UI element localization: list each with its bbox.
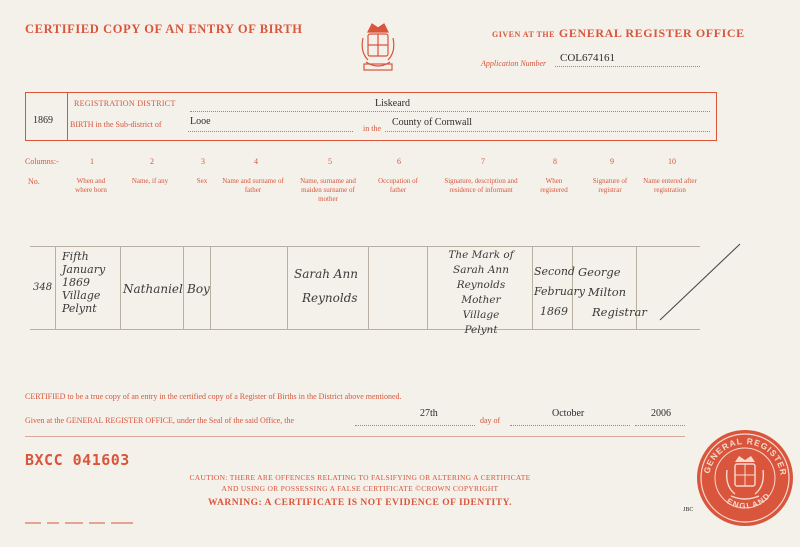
columns-label: Columns:- (25, 157, 59, 166)
col-divider (210, 246, 211, 330)
svg-text:ENGLAND: ENGLAND (725, 490, 773, 511)
entry-informant-line: Village (462, 309, 500, 321)
caution-line-2: AND USING OR POSSESSING A FALSE CERTIFICATE ©CROWN COPYRIGHT (221, 484, 499, 493)
registration-district-label: REGISTRATION DISTRICT (74, 99, 176, 108)
column-number-10: 10 (668, 157, 676, 166)
in-the-label: in the (363, 124, 381, 133)
print-reference (25, 520, 135, 526)
county-value: County of Cornwall (392, 117, 472, 128)
identity-warning: WARNING: A CERTIFICATE IS NOT EVIDENCE OF IDENTITY. (208, 498, 512, 508)
col-divider (532, 246, 533, 330)
county-rule (385, 131, 710, 132)
column-number-2: 2 (150, 157, 154, 166)
column-header-sex: Sex (196, 177, 208, 185)
registration-divider (67, 93, 68, 140)
entry-when-line: Pelynt (62, 302, 97, 315)
entry-registrar-line: Registrar (592, 305, 647, 319)
column-number-3: 3 (201, 157, 205, 166)
entry-sex: Boy (187, 282, 210, 296)
col-divider (55, 246, 56, 330)
entry-registrar-line: George (578, 265, 621, 279)
col-divider (183, 246, 184, 330)
column-number-1: 1 (90, 157, 94, 166)
entry-when-line: 1869 (62, 276, 90, 289)
application-rule (555, 66, 700, 67)
day-of-label: day of (480, 416, 501, 425)
application-label: Application Number (481, 59, 547, 68)
entry-when-line: January (62, 263, 106, 276)
certification-line: CERTIFIED to be a true copy of an entry in the certified copy of a Register of Births in the District above mentioned. (25, 392, 402, 401)
certification-rule (25, 436, 685, 437)
certification-day: 27th (420, 408, 438, 419)
cancellation-stroke (640, 240, 750, 330)
entry-bottom-rule (30, 329, 700, 330)
column-header-informant: Signature, description and residence of informant (444, 177, 518, 194)
given-at-line: Given at the GENERAL REGISTER OFFICE, under the Seal of the said Office, the (25, 416, 295, 425)
office-prefix: GIVEN AT THE (492, 30, 555, 39)
day-rule (355, 425, 475, 426)
entry-registrar (578, 262, 647, 322)
entry-when-line: Village (62, 289, 101, 302)
office-heading (492, 24, 745, 42)
column-header-registrar: Signature of registrar (592, 177, 628, 194)
entry-mother (294, 262, 358, 310)
entry-informant-line: Sarah Ann Reynolds (453, 264, 509, 291)
column-header-occupation: Occupation of father (378, 177, 418, 194)
year-rule (635, 425, 685, 426)
svg-text:GENERAL REGISTER OFFICE: GENERAL REGISTER (701, 435, 789, 477)
entry-registered-line: Second (534, 265, 575, 278)
col-divider (120, 246, 121, 330)
district-rule (190, 111, 710, 112)
column-number-8: 8 (553, 157, 557, 166)
column-number-9: 9 (610, 157, 614, 166)
entry-informant-line: The Mark of (448, 249, 514, 261)
column-header-mother: Name, surname and maiden surname of mother (300, 177, 356, 203)
certificate-title: CERTIFIED COPY OF AN ENTRY OF BIRTH (25, 22, 303, 36)
entry-top-rule (30, 246, 700, 247)
entry-registered-line: February (534, 285, 585, 298)
column-header-when-born: When and where born (75, 177, 107, 194)
seal-emblem-icon (697, 430, 793, 526)
registration-year: 1869 (33, 115, 53, 126)
entry-informant-line: Mother (461, 294, 501, 306)
column-number-4: 4 (254, 157, 258, 166)
certificate-serial: BXCC 041603 (25, 451, 130, 469)
entry-mother-line: Sarah Ann (294, 267, 358, 281)
entry-registered-line: 1869 (540, 305, 568, 318)
caution-line-1: CAUTION: THERE ARE OFFENCES RELATING TO FALSIFYING OR ALTERING A CERTIFICATE (189, 473, 531, 482)
column-header-father: Name and surname of father (222, 177, 284, 194)
registrar-initials: JBC (683, 507, 694, 513)
month-rule (510, 425, 630, 426)
general-register-office-seal (697, 430, 793, 526)
application-number: COL674161 (560, 52, 615, 64)
certification-month: October (552, 408, 585, 419)
entry-registrar-line: Milton (588, 285, 627, 299)
column-number-5: 5 (328, 157, 332, 166)
registration-district: Liskeard (375, 98, 410, 109)
col-divider (427, 246, 428, 330)
certification-year: 2006 (651, 408, 671, 419)
no-label: No. (28, 177, 40, 186)
entry-informant (432, 248, 530, 338)
column-header-name: Name, if any (131, 177, 169, 185)
col-divider (287, 246, 288, 330)
royal-crest-icon (360, 18, 396, 76)
subdistrict-rule (188, 131, 353, 132)
entry-informant-line: Pelynt (464, 324, 498, 336)
col-divider (368, 246, 369, 330)
column-number-7: 7 (481, 157, 485, 166)
subdistrict-value: Looe (190, 116, 211, 127)
office-name: GENERAL REGISTER OFFICE (558, 26, 745, 40)
entry-number: 348 (33, 282, 53, 293)
entry-child-name: Nathaniel (123, 282, 183, 296)
entry-when-where (62, 250, 105, 315)
subdistrict-label: BIRTH in the Sub-district of (70, 120, 162, 129)
column-number-6: 6 (397, 157, 401, 166)
column-header-name-after: Name entered after registration (643, 177, 697, 194)
entry-mother-line: Reynolds (302, 291, 358, 305)
column-header-when-registered: When registered (540, 177, 568, 194)
entry-when-line: Fifth (62, 250, 89, 263)
